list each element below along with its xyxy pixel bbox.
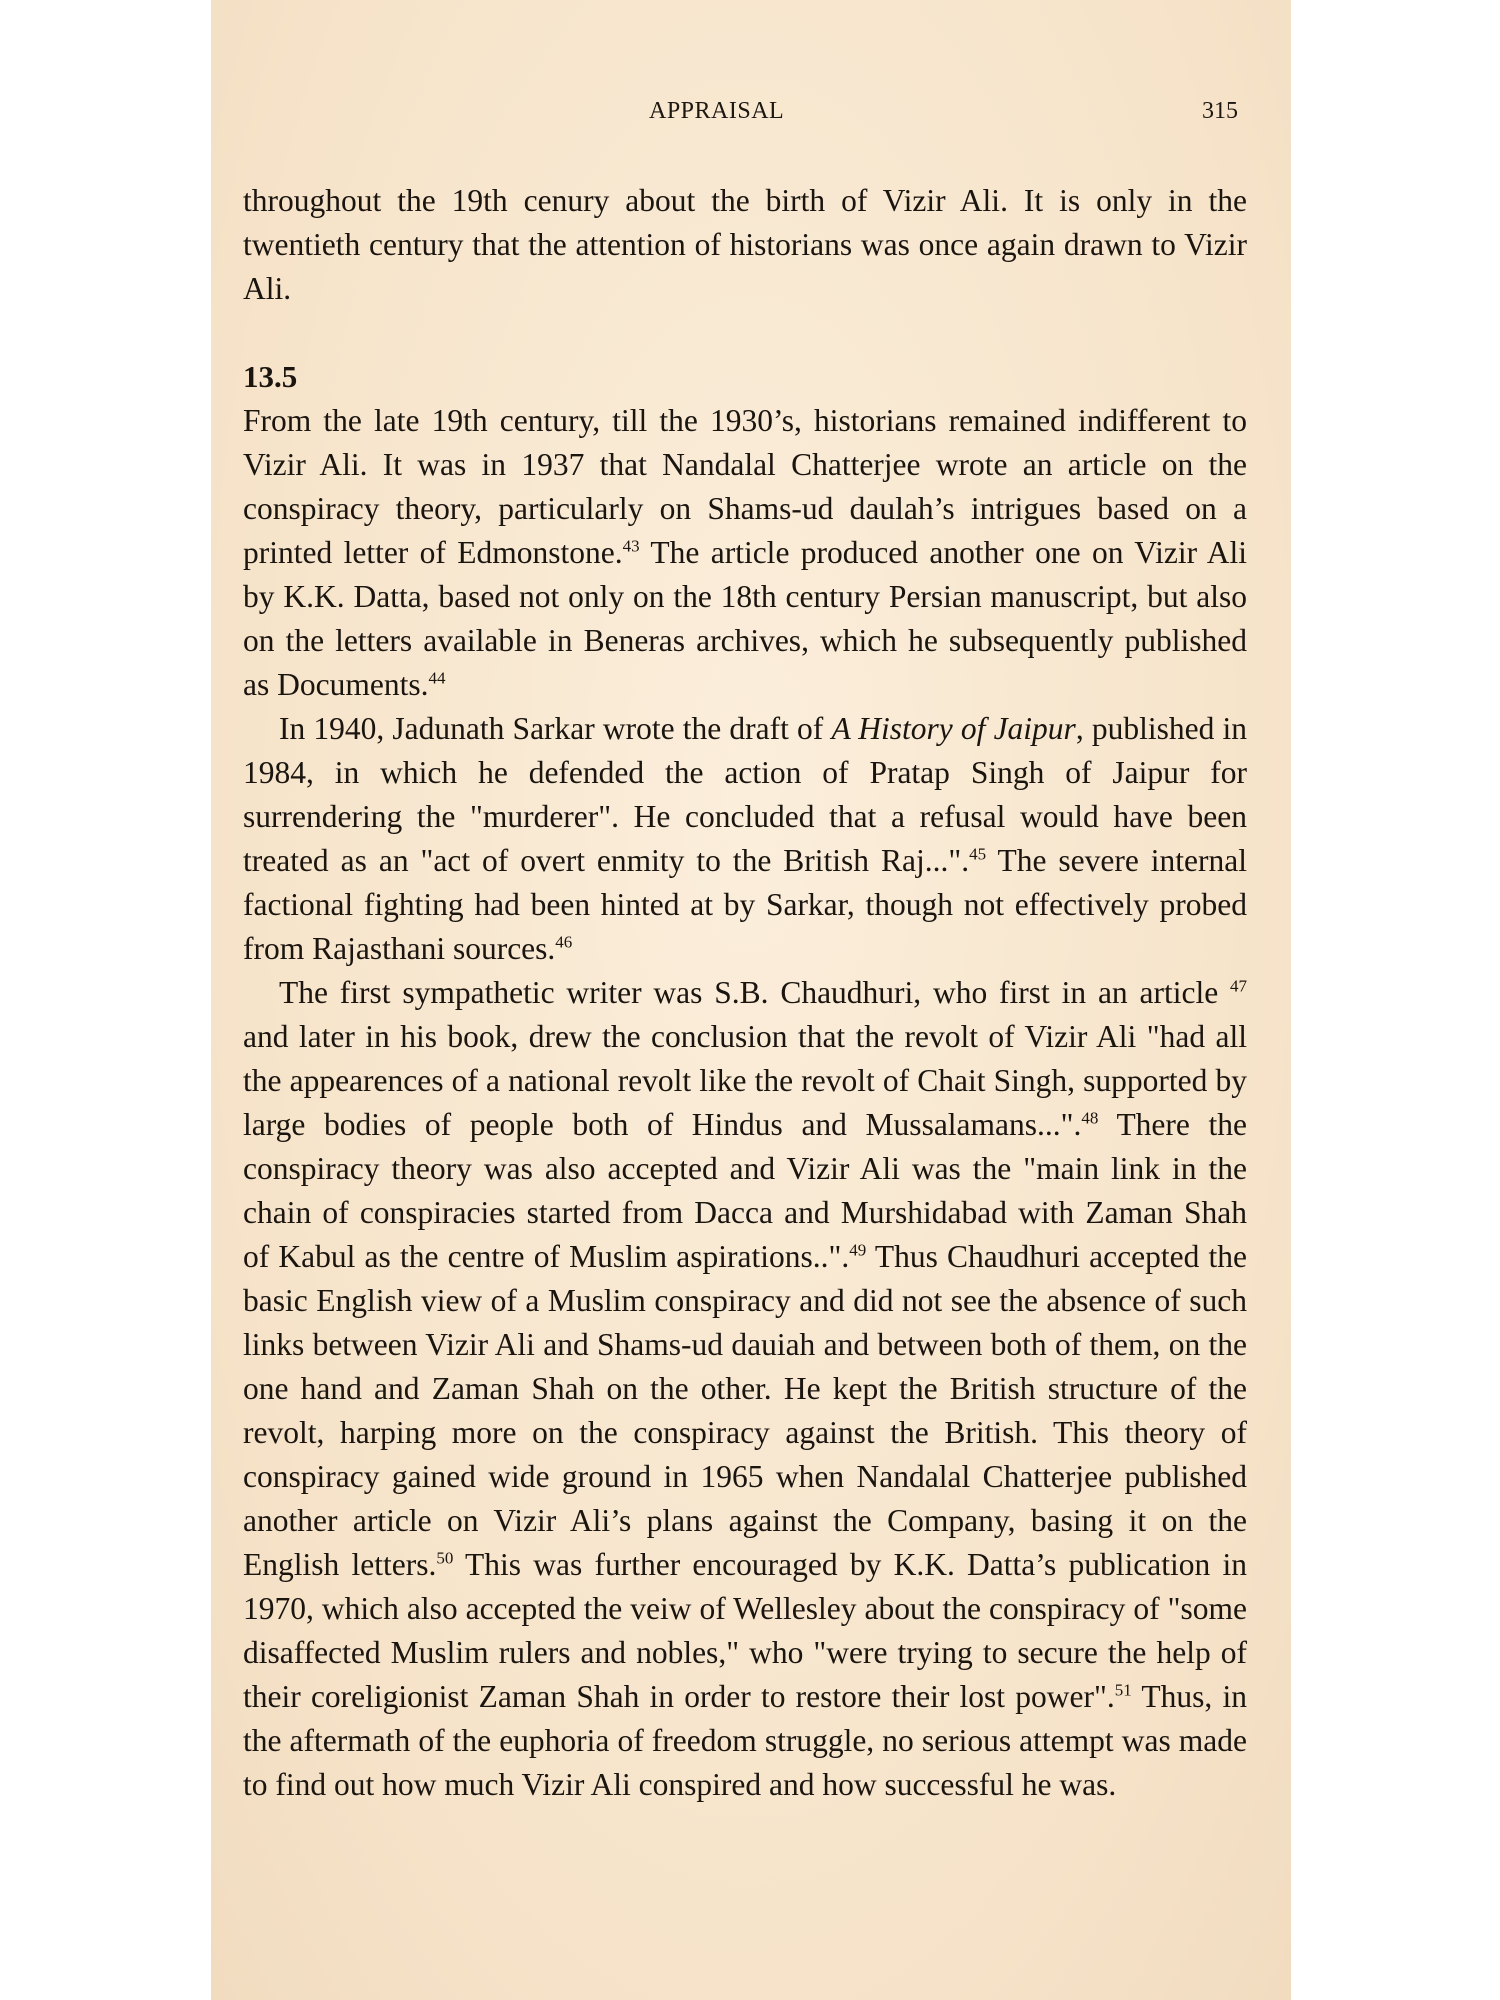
section-heading: 13.5 (243, 359, 298, 394)
paragraph (243, 399, 1247, 707)
footnote-ref: 51 (1114, 1680, 1132, 1700)
footnote-ref: 46 (555, 932, 573, 952)
text-run: The first sympathetic writer was S.B. Chaudhuri, who first in an article (279, 975, 1230, 1010)
text-run: This was further encouraged by K.K. Datta’s publication in 1970, which also accepted the veiw of Wellesley about the conspiracy of "some disaffected Muslim rulers and nobles," who "were trying to secure the help of their coreligionist Zaman Shah in order to restore their lost power". (243, 1547, 1247, 1714)
text-run: In 1940, Jadunath Sarkar wrote the draft of (279, 711, 832, 746)
header-title: APPRAISAL (649, 98, 785, 124)
text-run: From the late 19th century, till the 1930’s, historians remained indifferent to Vizir Ali. It was in 1937 that Nandalal Chatterjee wrote an article on the conspiracy theory, particularly on Shams-ud daulah’s intrigues based on a printed letter of Edmonstone. (243, 403, 1247, 570)
running-head (211, 98, 1291, 132)
footnote-ref: 50 (436, 1548, 454, 1568)
body-text (243, 179, 1247, 1807)
text-run: The article produced another one on Vizir Ali by K.K. Datta, based not only on the 18th century Persian manuscript, but also on the letters available in Beneras archives, which he subsequently published as Documents. (243, 535, 1247, 702)
text-run: Thus Chaudhuri accepted the basic English view of a Muslim conspiracy and did not see the absence of such links between Vizir Ali and Shams-ud dauiah and between both of them, on the one hand and Zaman Shah on the other. He kept the British structure of the revolt, harping more on the conspiracy against the British. This theory of conspiracy gained wide ground in 1965 when Nandalal Chatterjee published another article on Vizir Ali’s plans against the Company, basing it on the English letters. (243, 1239, 1247, 1582)
text-run: throughout the 19th cenury about the birth of Vizir Ali. It is only in the twentieth century that the attention of historians was once again drawn to Vizir Ali. (243, 183, 1247, 306)
footnote-ref: 49 (849, 1240, 867, 1260)
book-title: A History of Jaipur (831, 711, 1076, 746)
footnote-ref: 45 (969, 844, 987, 864)
book-page (211, 0, 1291, 2000)
page-number: 315 (1202, 98, 1238, 124)
text-run: The severe internal factional fighting had been hinted at by Sarkar, though not effectively probed from Rajasthani sources. (243, 843, 1247, 966)
footnote-ref: 44 (428, 668, 446, 688)
text-run: There the conspiracy theory was also accepted and Vizir Ali was the "main link in the chain of conspiracies started from Dacca and Murshidabad with Zaman Shah of Kabul as the centre of Muslim aspirations..". (243, 1107, 1247, 1274)
text-run: Thus, in the aftermath of the euphoria of freedom struggle, no serious attempt was made to find out how much Vizir Ali conspired and how successful he was. (243, 1679, 1247, 1802)
text-run: , published in 1984, in which he defended the action of Pratap Singh of Jaipur for surrendering the "murderer". He concluded that a refusal would have been treated as an "act of overt enmity to the British Raj...". (243, 711, 1247, 878)
text-run: and later in his book, drew the conclusion that the revolt of Vizir Ali "had all the appearences of a national revolt like the revolt of Chait Singh, supported by large bodies of people both of Hindus and Mussalamans...". (243, 1019, 1247, 1142)
paragraph (243, 179, 1247, 311)
footnote-ref: 43 (622, 536, 640, 556)
footnote-ref: 48 (1081, 1108, 1099, 1128)
footnote-ref: 47 (1230, 976, 1247, 996)
paragraph (243, 707, 1247, 971)
paragraph (243, 971, 1247, 1807)
